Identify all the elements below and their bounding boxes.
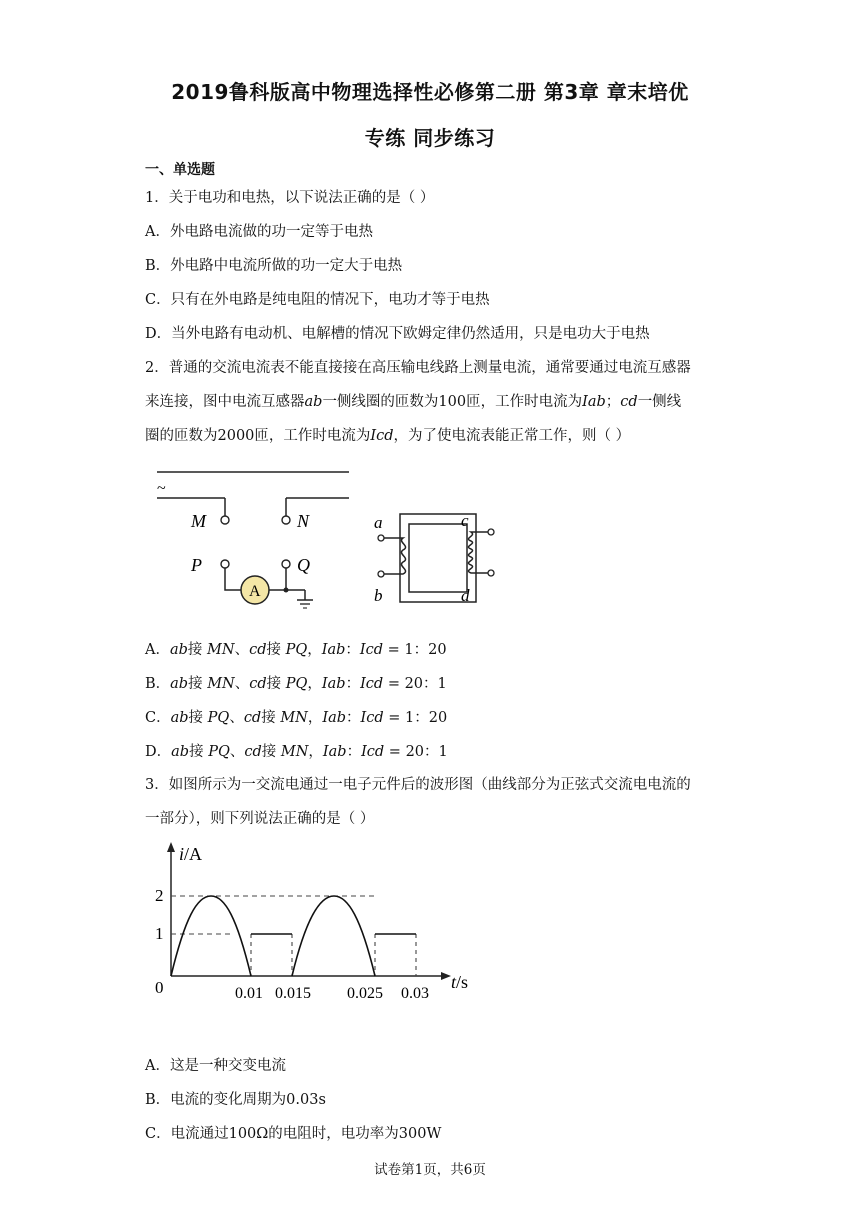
x-tick-0-015: 0.015 [275,985,311,1002]
q2-option-c: C．ab接 PQ、cd接 MN，Iab：Icd = 1：20 [145,710,448,726]
terminal-p [221,560,229,568]
label-p: P [191,555,202,575]
q3-option-a: A．这是一种交变电流 [145,1058,286,1074]
label-m: M [191,511,206,531]
y-tick-2: 2 [155,886,164,905]
x-tick-0-01: 0.01 [235,985,263,1002]
q2-stem-line-2: 来连接，图中电流互感器ab一侧线圈的匝数为100匝，工作时电流为Iab；cd一侧线 [145,394,682,410]
q2-circuit-figure [145,460,495,620]
title-line-1: 2019鲁科版高中物理选择性必修第二册 第3章 章末培优 [171,80,689,104]
title-line-2: 专练 同步练习 [364,126,496,150]
q2-stem-line-3: 圈的匝数为2000匝，工作时电流为Icd，为了使电流表能正常工作，则（ ） [145,428,631,444]
sine-segment-2 [292,896,375,976]
q1-option-c: C．只有在外电路是纯电阻的情况下，电功才等于电热 [145,292,490,308]
label-b: b [374,586,383,605]
q2-option-a: A．ab接 MN、cd接 PQ，Iab：Icd = 1：20 [145,642,447,658]
label-n: N [297,511,310,531]
label-a: a [374,513,383,532]
y-axis-label: i/A [179,844,203,864]
origin-label: 0 [155,978,164,997]
label-c: c [461,511,469,530]
q1-stem: 1．关于电功和电热，以下说法正确的是（ ） [145,190,435,206]
q1-option-d: D．当外电路有电动机、电解槽的情况下欧姆定律仍然适用，只是电功大于电热 [145,326,650,342]
x-tick-0-03: 0.03 [401,985,429,1002]
x-axis-arrow [441,972,451,980]
label-d: d [461,586,470,605]
y-axis-arrow [167,842,175,852]
q1-option-b: B．外电路中电流所做的功一定大于电热 [145,258,403,274]
terminal-q [282,560,290,568]
q1-option-a: A．外电路电流做的功一定等于电热 [145,224,373,240]
q2-option-b: B．ab接 MN、cd接 PQ，Iab：Icd = 20：1 [145,676,447,692]
terminal-n [282,516,290,524]
q3-option-b: B．电流的变化周期为0.03s [145,1092,326,1108]
terminal-m [221,516,229,524]
y-tick-1: 1 [155,924,164,943]
ammeter-label: A [249,583,261,600]
x-axis-label: t/s [451,972,469,992]
q2-option-d: D．ab接 PQ、cd接 MN，Iab：Icd = 20：1 [145,744,448,760]
page-footer: 试卷第1页，共6页 [374,1162,486,1178]
q3-stem-line-2: 一部分），则下列说法正确的是（ ） [145,811,375,827]
label-q: Q [297,555,310,575]
q3-waveform-graph [145,838,485,1008]
ac-source-symbol: ~ [157,480,166,497]
q3-stem-line-1: 3．如图所示为一交流电通过一电子元件后的波形图（曲线部分为正弦式交流电电流的 [145,777,691,793]
q2-stem-line-1: 2．普通的交流电流表不能直接接在高压输电线路上测量电流，通常要通过电流互感器 [145,360,691,376]
x-tick-0-025: 0.025 [347,985,383,1002]
sine-segment-1 [171,896,251,976]
q3-option-c: C．电流通过100Ω的电阻时，电功率为300W [145,1126,442,1142]
section-heading: 一、单选题 [145,162,215,178]
